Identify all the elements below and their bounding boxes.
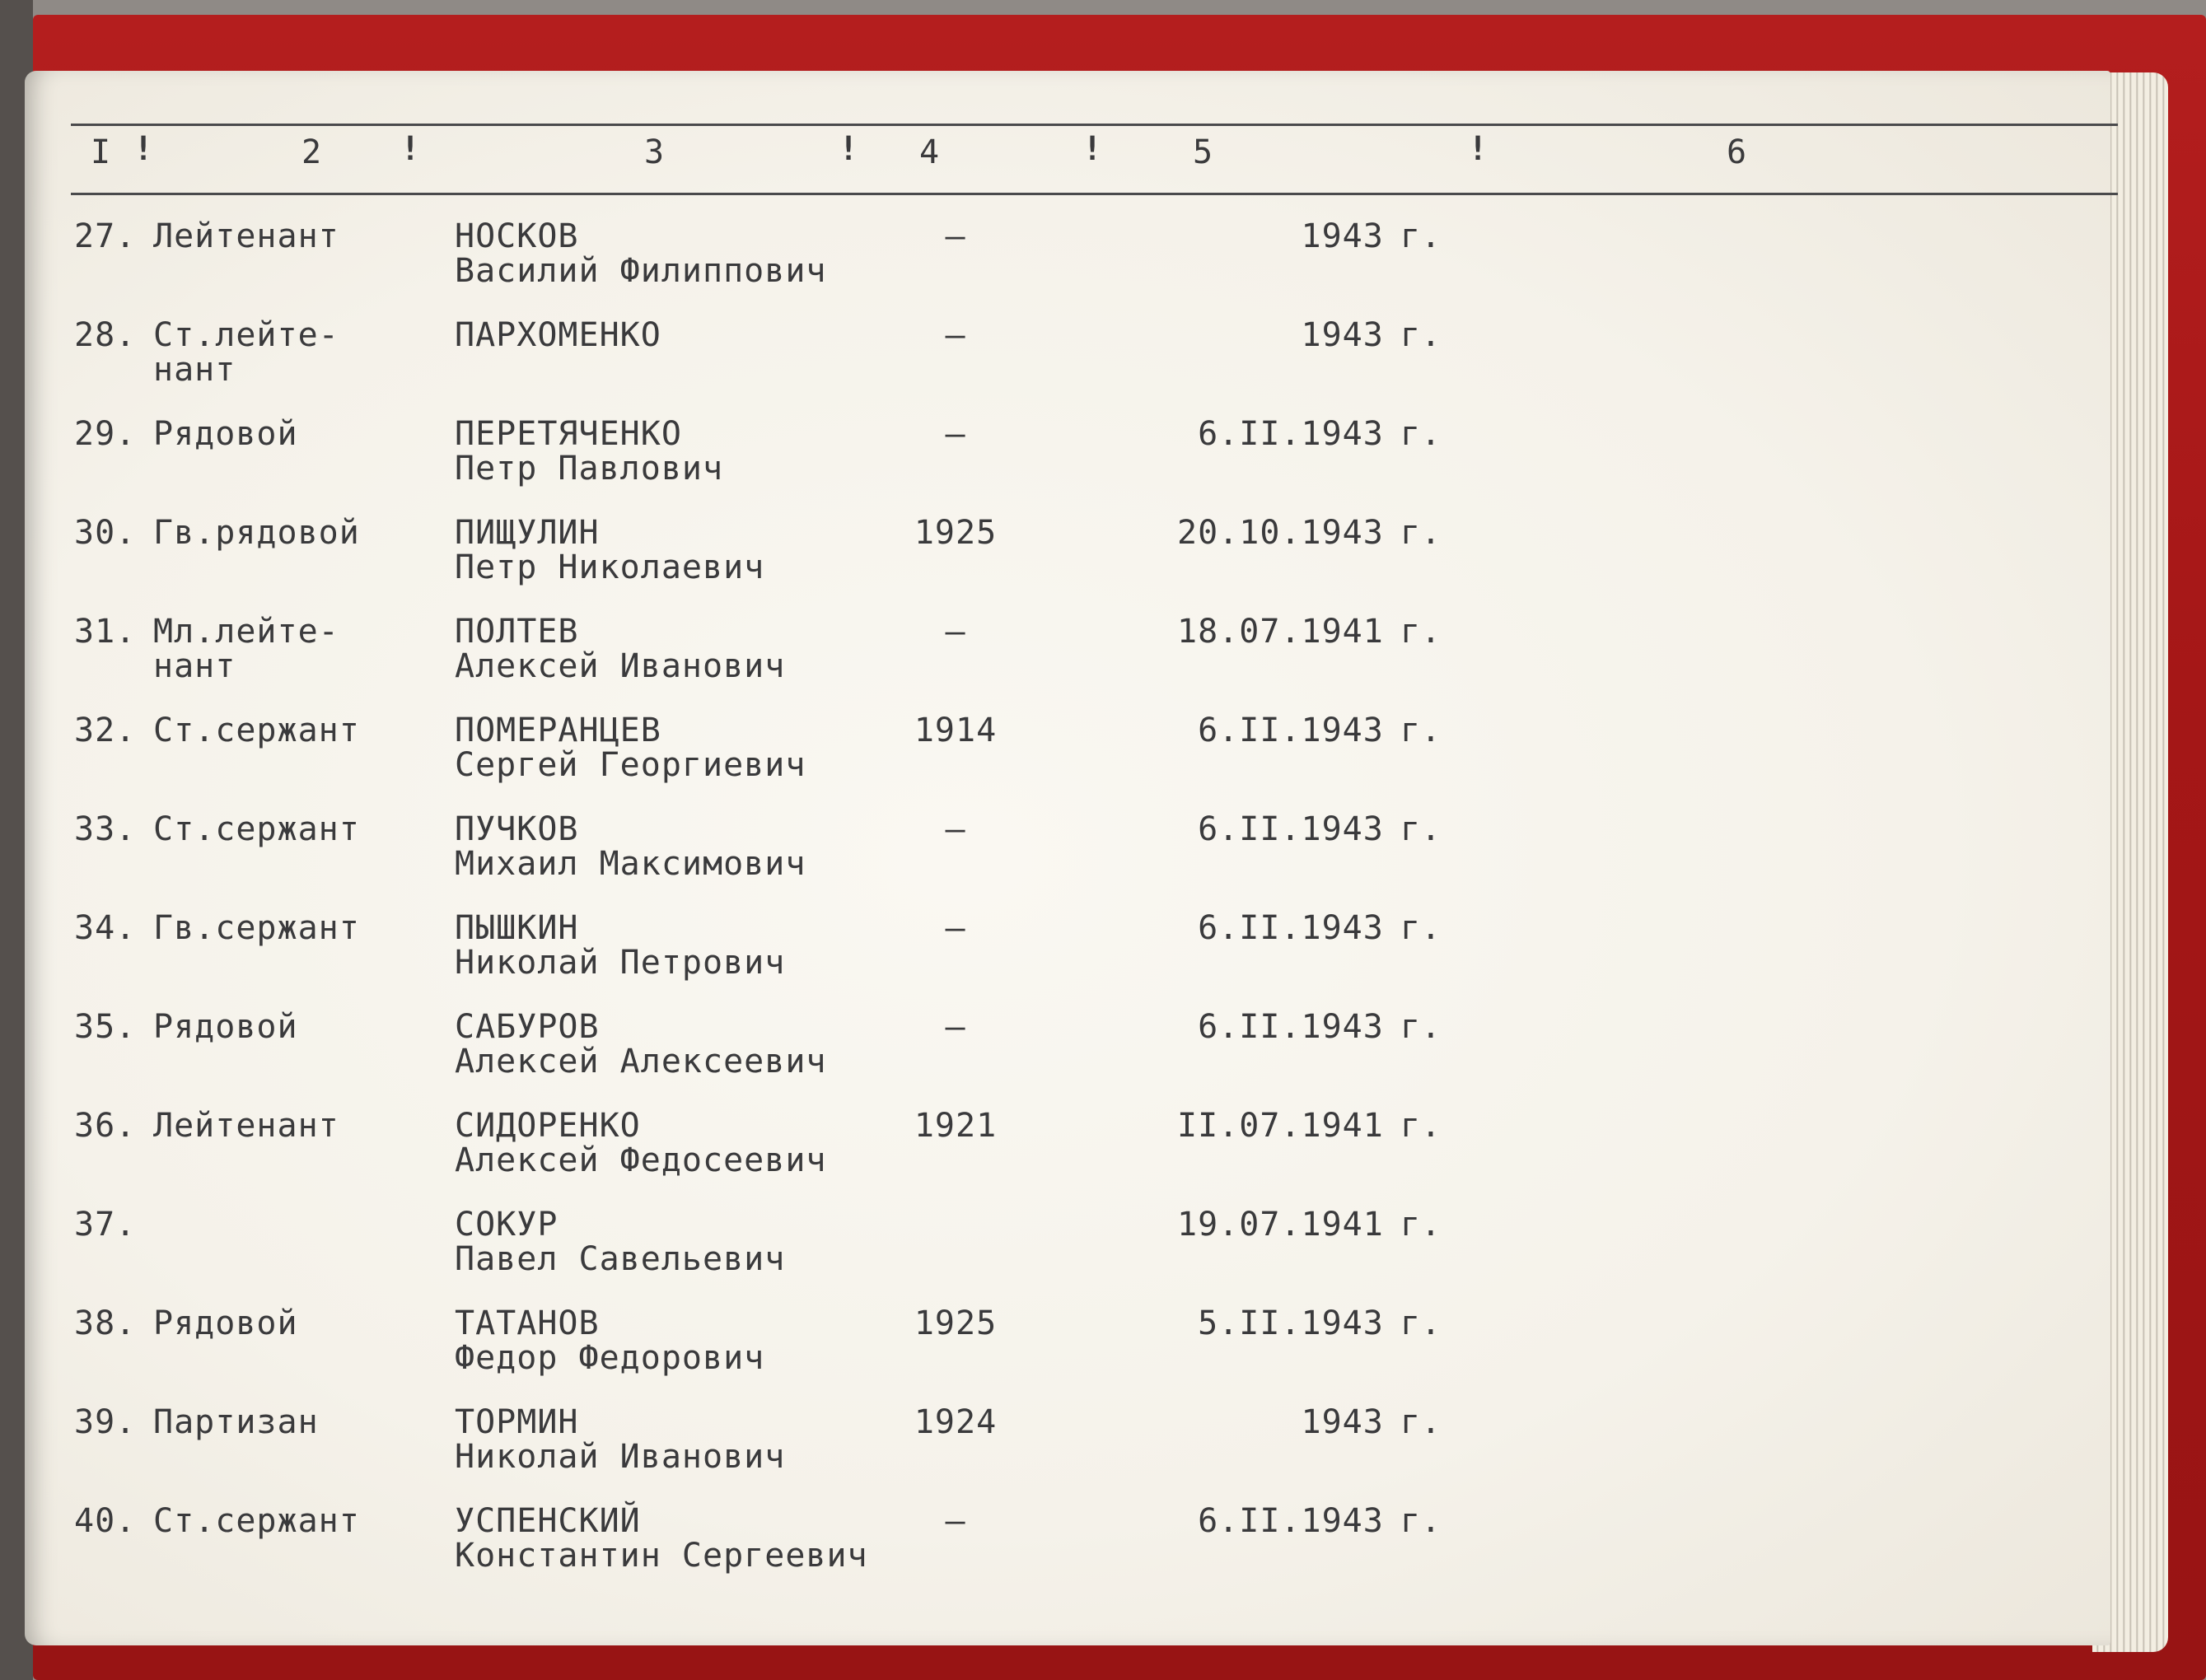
row-number: 39. bbox=[74, 1403, 137, 1441]
row-number: 34. bbox=[74, 909, 137, 947]
death-date: II.07.1941 г. bbox=[1177, 1107, 1442, 1145]
rank: Ст.сержант bbox=[153, 1502, 360, 1540]
full-name: ПУЧКОВ Михаил Максимович bbox=[455, 810, 806, 883]
rank: Партизан bbox=[153, 1403, 319, 1441]
rank: Гв.рядовой bbox=[153, 514, 360, 552]
document-page bbox=[25, 71, 2110, 1645]
header-col-6: 6 bbox=[1727, 133, 1748, 171]
birth-year: — bbox=[945, 810, 966, 848]
rank: Ст.сержант bbox=[153, 810, 360, 848]
row-number: 40. bbox=[74, 1502, 137, 1540]
death-date: 6.II.1943 г. bbox=[1198, 909, 1442, 947]
full-name: ПЫШКИН Николай Петрович bbox=[455, 909, 786, 982]
full-name: ТАТАНОВ Федор Федорович bbox=[455, 1304, 765, 1377]
table-row bbox=[25, 1010, 2110, 1100]
row-number: 32. bbox=[74, 712, 137, 749]
death-date: 1943 г. bbox=[1301, 1403, 1442, 1441]
header-separator-5: ! bbox=[1468, 130, 1489, 168]
full-name: СИДОРЕНКО Алексей Федосеевич bbox=[455, 1107, 827, 1179]
header-col-1: I bbox=[91, 133, 112, 171]
row-number: 35. bbox=[74, 1008, 137, 1046]
rank: Ст.сержант bbox=[153, 712, 360, 749]
full-name: ПАРХОМЕНКО bbox=[455, 316, 661, 354]
row-number: 29. bbox=[74, 415, 137, 453]
table-row bbox=[25, 1306, 2110, 1397]
header-separator-3: ! bbox=[839, 130, 860, 168]
full-name: ПОЛТЕВ Алексей Иванович bbox=[455, 613, 786, 685]
birth-year: — bbox=[945, 909, 966, 947]
full-name: НОСКОВ Василий Филиппович bbox=[455, 217, 827, 290]
birth-year: 1924 bbox=[914, 1403, 998, 1441]
row-number: 31. bbox=[74, 613, 137, 651]
full-name: САБУРОВ Алексей Алексеевич bbox=[455, 1008, 827, 1080]
rank: Гв.сержант bbox=[153, 909, 360, 947]
table-row bbox=[25, 1405, 2110, 1496]
birth-year: 1925 bbox=[914, 514, 998, 552]
header-separator-1: ! bbox=[133, 130, 155, 168]
death-date: 18.07.1941 г. bbox=[1177, 613, 1442, 651]
row-number: 36. bbox=[74, 1107, 137, 1145]
death-date: 6.II.1943 г. bbox=[1198, 1008, 1442, 1046]
birth-year: 1921 bbox=[914, 1107, 998, 1145]
rank: Рядовой bbox=[153, 415, 298, 453]
table-row bbox=[25, 812, 2110, 903]
header-col-3: 3 bbox=[644, 133, 666, 171]
row-number: 33. bbox=[74, 810, 137, 848]
death-date: 20.10.1943 г. bbox=[1177, 514, 1442, 552]
death-date: 6.II.1943 г. bbox=[1198, 810, 1442, 848]
death-date: 6.II.1943 г. bbox=[1198, 1502, 1442, 1540]
rank: Рядовой bbox=[153, 1304, 298, 1342]
death-date: 6.II.1943 г. bbox=[1198, 712, 1442, 749]
table-row bbox=[25, 713, 2110, 804]
header-separator-2: ! bbox=[400, 130, 422, 168]
death-date: 6.II.1943 г. bbox=[1198, 415, 1442, 453]
header-bottom-rule bbox=[71, 193, 2118, 195]
row-number: 38. bbox=[74, 1304, 137, 1342]
header-separator-4: ! bbox=[1082, 130, 1104, 168]
header-col-2: 2 bbox=[301, 133, 323, 171]
rank: Ст.лейте- нант bbox=[153, 316, 339, 389]
table-row bbox=[25, 417, 2110, 507]
row-number: 27. bbox=[74, 217, 137, 255]
full-name: СОКУР Павел Савельевич bbox=[455, 1206, 786, 1278]
birth-year: — bbox=[945, 1502, 966, 1540]
death-date: 5.II.1943 г. bbox=[1198, 1304, 1442, 1342]
death-date: 19.07.1941 г. bbox=[1177, 1206, 1442, 1244]
row-number: 28. bbox=[74, 316, 137, 354]
death-date: 1943 г. bbox=[1301, 316, 1442, 354]
row-number: 30. bbox=[74, 514, 137, 552]
rank: Лейтенант bbox=[153, 1107, 339, 1145]
birth-year: — bbox=[945, 613, 966, 651]
row-number: 37. bbox=[74, 1206, 137, 1244]
birth-year: — bbox=[945, 316, 966, 354]
rank: Рядовой bbox=[153, 1008, 298, 1046]
birth-year: — bbox=[945, 415, 966, 453]
header-col-5: 5 bbox=[1193, 133, 1214, 171]
table-row bbox=[25, 1207, 2110, 1298]
full-name: ТОРМИН Николай Иванович bbox=[455, 1403, 786, 1476]
table-row bbox=[25, 1108, 2110, 1199]
birth-year: — bbox=[945, 1008, 966, 1046]
birth-year: 1914 bbox=[914, 712, 998, 749]
birth-year: — bbox=[945, 217, 966, 255]
table-row bbox=[25, 911, 2110, 1001]
full-name: ПОМЕРАНЦЕВ Сергей Георгиевич bbox=[455, 712, 806, 784]
header-top-rule bbox=[71, 124, 2118, 126]
table-row bbox=[25, 1504, 2110, 1594]
full-name: УСПЕНСКИЙ Константин Сергеевич bbox=[455, 1502, 868, 1575]
full-name: ПЕРЕТЯЧЕНКО Петр Павлович bbox=[455, 415, 724, 488]
table-row bbox=[25, 318, 2110, 408]
header-col-4: 4 bbox=[919, 133, 941, 171]
table-row bbox=[25, 516, 2110, 606]
birth-year: 1925 bbox=[914, 1304, 998, 1342]
table-row bbox=[25, 219, 2110, 310]
rank: Мл.лейте- нант bbox=[153, 613, 339, 685]
death-date: 1943 г. bbox=[1301, 217, 1442, 255]
rank: Лейтенант bbox=[153, 217, 339, 255]
full-name: ПИЩУЛИН Петр Николаевич bbox=[455, 514, 765, 586]
table-row bbox=[25, 614, 2110, 705]
